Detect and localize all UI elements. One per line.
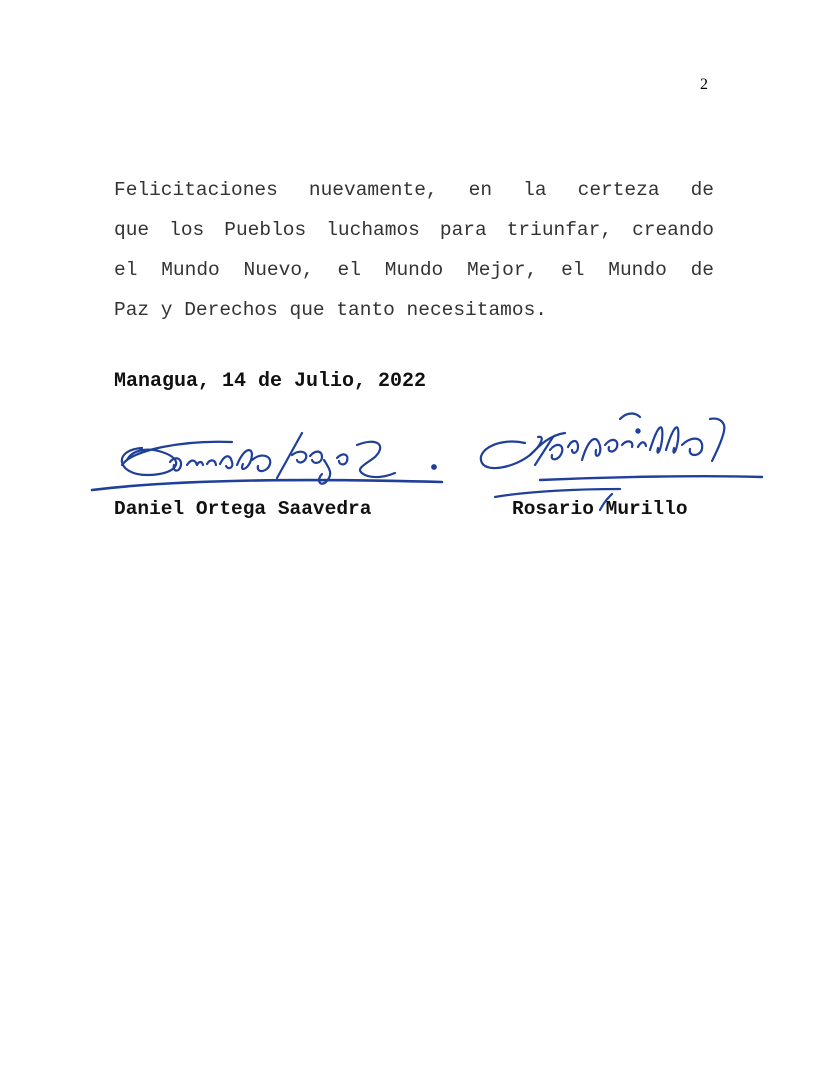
place-date: Managua, 14 de Julio, 2022 [114,370,427,393]
paragraph-line: Paz y Derechos que tanto necesitamos. [114,299,547,321]
signature-daniel-ortega [92,420,452,505]
page-number: 2 [700,76,708,93]
letter-paragraph [114,170,714,330]
signatory-name-right: Rosario Murillo [512,498,688,520]
paragraph-line: Felicitaciones nuevamente, en la certeza de [114,179,714,201]
paragraph-line: el Mundo Nuevo, el Mundo Mejor, el Mundo de [114,259,714,281]
signatory-name-left: Daniel Ortega Saavedra [114,498,372,520]
paragraph-line: que los Pueblos luchamos para triunfar, creando [114,219,714,241]
